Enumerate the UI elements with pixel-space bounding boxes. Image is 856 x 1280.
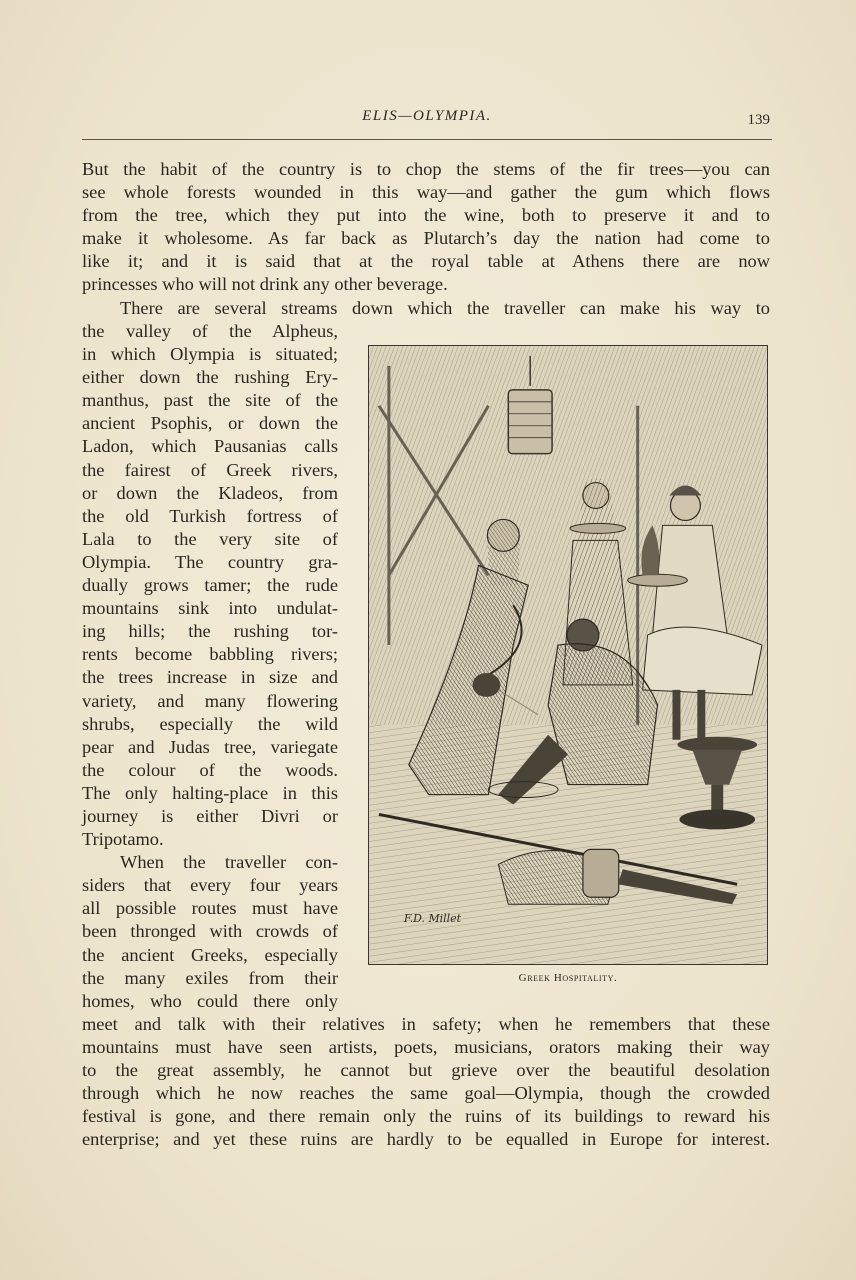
- paragraph: [82, 320, 338, 851]
- figure-caption: Greek Hospitality.: [518, 972, 618, 984]
- running-head: ELIS—OLYMPIA.: [362, 108, 492, 124]
- top-paragraph: [82, 158, 770, 320]
- text-line: all possible routes must have: [82, 898, 338, 919]
- text-line: to the great assembly, he cannot but grieve over the beautiful desolation: [82, 1060, 770, 1081]
- text-line: the trees increase in size and: [82, 667, 338, 688]
- paragraph: [82, 158, 770, 297]
- text-line: been thronged with crowds of: [82, 921, 338, 942]
- text-line: mountains must have seen artists, poets, musicians, orators making their way: [82, 1037, 770, 1058]
- text-line: manthus, past the site of the: [82, 390, 338, 411]
- text-line: Ladon, which Pausanias calls: [82, 436, 338, 457]
- text-line: the fairest of Greek rivers,: [82, 459, 338, 480]
- paragraph: [82, 851, 338, 1013]
- text-line: But the habit of the country is to chop the stems of the fir trees—you can: [82, 159, 770, 179]
- text-line: Lala to the very site of: [82, 528, 338, 549]
- text-line: the old Turkish fortress of: [82, 505, 338, 526]
- text-line: see whole forests wounded in this way—and gather the gum which flows: [82, 182, 770, 203]
- text-line: siders that every four years: [82, 875, 338, 896]
- artist-signature: F.D. Millet: [403, 912, 462, 926]
- text-line: the many exiles from their: [82, 967, 338, 988]
- text-line: Olympia. The country gra-: [82, 551, 338, 572]
- text-line: meet and talk with their relatives in safety; when he remembers that these: [82, 1014, 770, 1034]
- engraving-illustration: [369, 346, 767, 964]
- page-header: [82, 108, 772, 136]
- text-line: either down the rushing Ery-: [82, 367, 338, 388]
- text-line: festival is gone, and there remain only the ruins of its buildings to reward his: [82, 1106, 770, 1127]
- text-line: homes, who could there only: [82, 990, 338, 1011]
- illustration-greek-hospitality: [368, 345, 768, 965]
- text-line: or down the Kladeos, from: [82, 482, 338, 503]
- text-line: like it; and it is said that at the royal table at Athens there are now: [82, 251, 770, 272]
- text-line: rents become babbling rivers;: [82, 644, 338, 665]
- text-line: through which he now reaches the same goal—Olympia, though the crowded: [82, 1083, 770, 1104]
- paragraph: [82, 1013, 770, 1152]
- text-line: from the tree, which they put into the wine, both to preserve it and to: [82, 205, 770, 226]
- text-line: princesses who will not drink any other beverage.: [82, 274, 448, 295]
- header-rule: [82, 139, 772, 140]
- narrow-column: [82, 320, 338, 1013]
- text-line: in which Olympia is situated;: [82, 344, 338, 365]
- bottom-paragraph: [82, 1013, 770, 1152]
- text-line: The only halting-place in this: [82, 782, 338, 803]
- text-line: variety, and many flowering: [82, 690, 338, 711]
- text-line: When the traveller con-: [120, 852, 338, 873]
- text-line: dually grows tamer; the rude: [82, 575, 338, 596]
- text-line: make it wholesome. As far back as Plutarch’s day the nation had come to: [82, 228, 770, 249]
- text-line: ancient Psophis, or down the: [82, 413, 338, 434]
- text-line: ing hills; the rushing tor-: [82, 621, 338, 642]
- text-line: Tripotamo.: [82, 829, 164, 850]
- text-line: the valley of the Alpheus,: [82, 321, 338, 341]
- text-line: the colour of the woods.: [82, 759, 338, 780]
- text-line: mountains sink into undulat-: [82, 598, 338, 619]
- text-line: shrubs, especially the wild: [82, 713, 338, 734]
- text-line: the ancient Greeks, especially: [82, 944, 338, 965]
- text-line: pear and Judas tree, variegate: [82, 736, 338, 757]
- text-line: enterprise; and yet these ruins are hardly to be equalled in Europe for interest.: [82, 1129, 770, 1150]
- page-number: 139: [747, 112, 770, 128]
- text-line: There are several streams down which the traveller can make his way to: [120, 297, 770, 318]
- text-line: journey is either Divri or: [82, 805, 338, 826]
- paragraph-start: [82, 297, 770, 320]
